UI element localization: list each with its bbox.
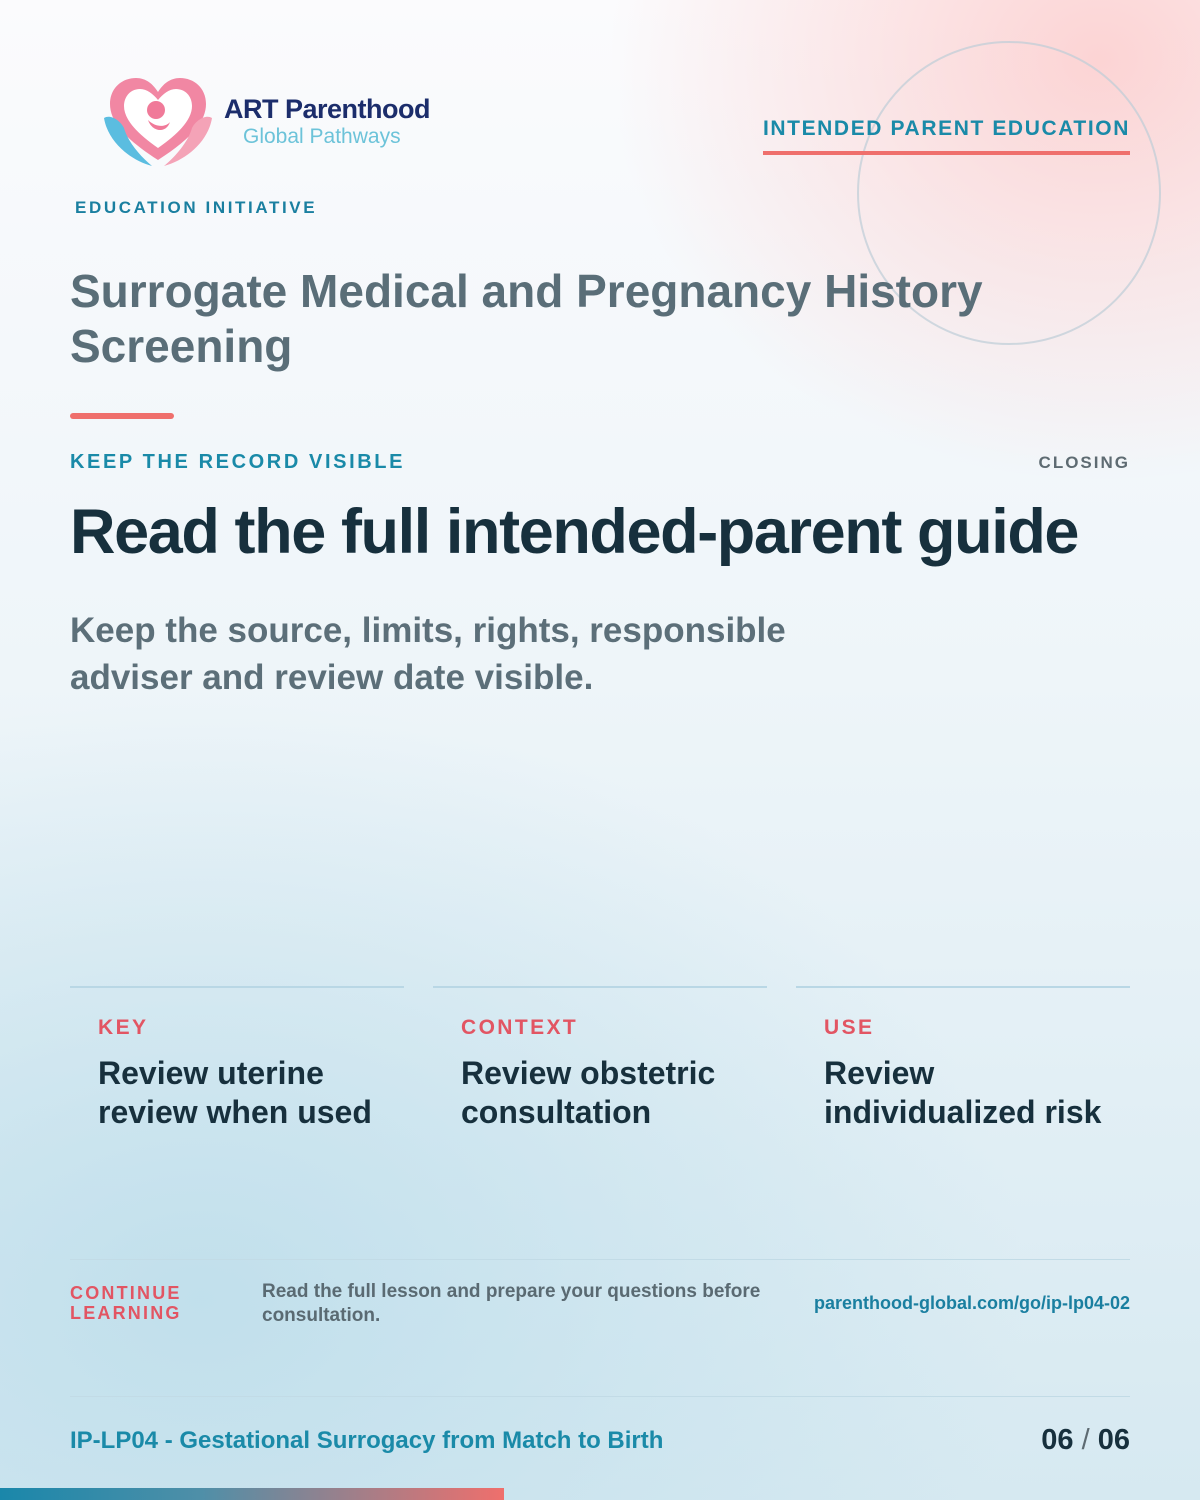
continue-learning-label: CONTINUE LEARNING xyxy=(70,1283,182,1323)
lead-text: Keep the source, limits, rights, responsible adviser and review date visible. xyxy=(70,611,786,697)
page-separator: / xyxy=(1081,1424,1090,1456)
column-label: USE xyxy=(824,1016,875,1039)
section-tag: INTENDED PARENT EDUCATION xyxy=(763,117,1130,155)
column-text: Review obstetric consultation xyxy=(461,1055,716,1130)
page-total: 06 xyxy=(1097,1424,1130,1456)
page-title: Surrogate Medical and Pregnancy History Screening xyxy=(70,265,983,372)
course-title: IP-LP04 - Gestational Surrogacy from Match to Birth xyxy=(70,1427,664,1454)
brand-name: ART Parenthood xyxy=(224,94,430,124)
guide-link[interactable]: parenthood-global.com/go/ip-lp04-02 xyxy=(813,1293,1130,1313)
heart-hands-baby-logo-icon xyxy=(100,72,216,172)
column-label: KEY xyxy=(98,1016,149,1039)
column-label: CONTEXT xyxy=(461,1016,579,1039)
column-context xyxy=(433,986,767,1188)
progress-accent-bar xyxy=(0,1488,504,1500)
brand-subtitle: Global Pathways xyxy=(243,125,401,148)
column-key xyxy=(70,986,404,1188)
divider xyxy=(70,1259,1130,1260)
education-initiative-label: EDUCATION INITIATIVE xyxy=(75,198,318,217)
page-current: 06 xyxy=(1041,1424,1074,1456)
accent-divider xyxy=(70,413,174,419)
column-use xyxy=(796,986,1130,1188)
divider xyxy=(70,1396,1130,1397)
page-indicator xyxy=(1041,1424,1130,1457)
column-text: Review individualized risk xyxy=(824,1055,1102,1130)
continue-learning-text: Read the full lesson and prepare your questions before consultation. xyxy=(262,1281,761,1326)
slide-label: CLOSING xyxy=(1038,453,1130,472)
kicker-label: KEEP THE RECORD VISIBLE xyxy=(70,451,406,473)
headline: Read the full intended-parent guide xyxy=(70,497,1079,567)
column-text: Review uterine review when used xyxy=(98,1055,372,1130)
